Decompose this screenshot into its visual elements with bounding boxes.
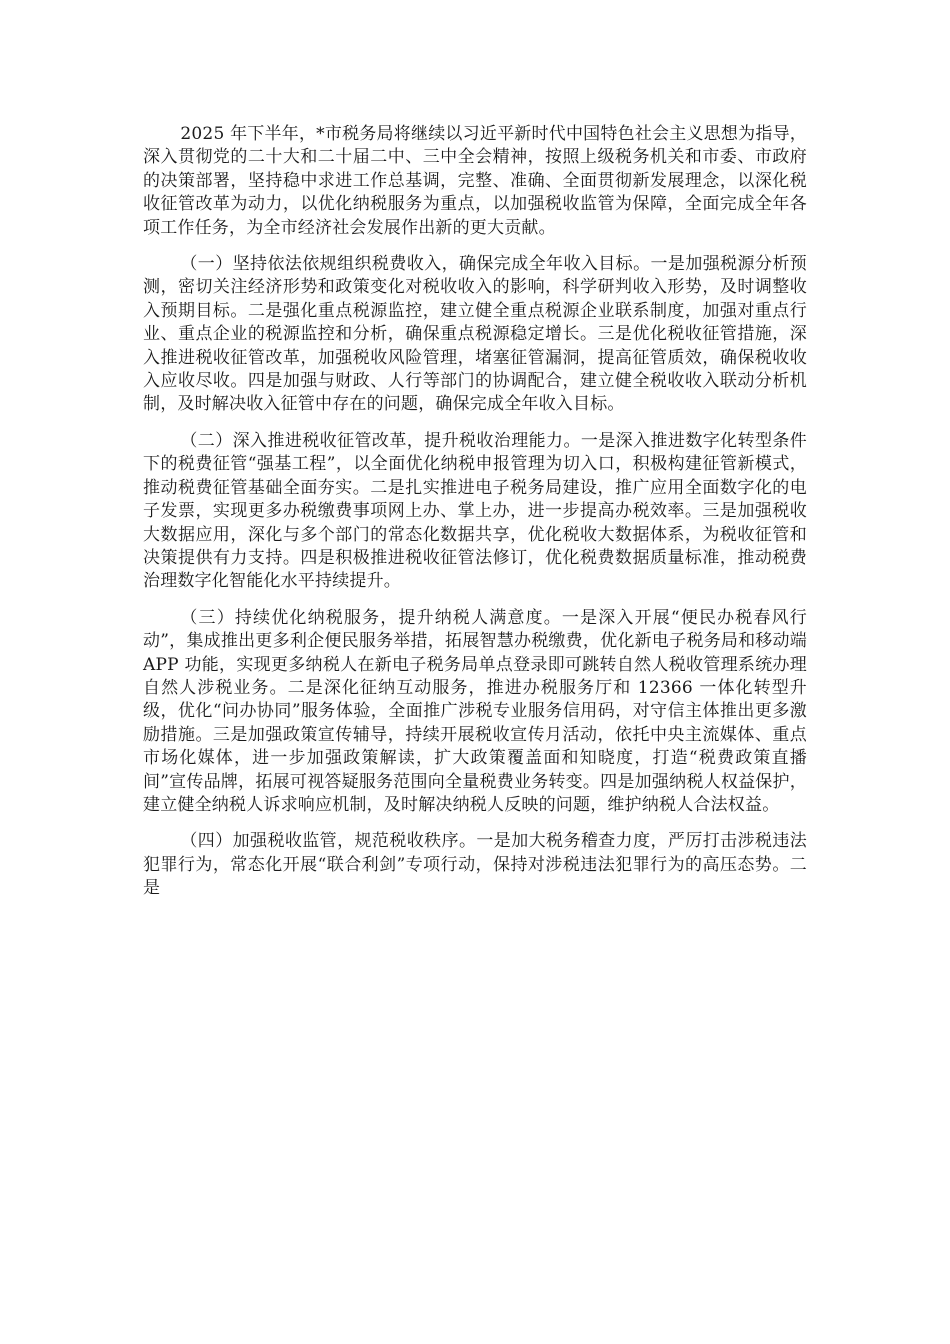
intro-paragraph: 2025 年下半年，*市税务局将继续以习近平新时代中国特色社会主义思想为指导，深入贯彻党的二十大和二十届二中、三中全会精神，按照上级税务机关和市委、市政府的决策部署，坚持稳中求进工作总基调，完整、准确、全面贯彻新发展理念，以深化税收征管改革为动力，以优化纳税服务为重点，以加强税收监管为保障，全面完成全年各项工作任务，为全市经济社会发展作出新的更大贡献。 [143, 124, 807, 238]
section-1-paragraph: （一）坚持依法依规组织税费收入，确保完成全年收入目标。一是加强税源分析预测，密切关注经济形势和政策变化对税收收入的影响，科学研判收入形势，及时调整收入预期目标。二是强化重点税源监控，建立健全重点税源企业联系制度，加强对重点行业、重点企业的税源监控和分析，确保重点税源稳定增长。三是优化税收征管措施，深入推进税收征管改革，加强税收风险管理，堵塞征管漏洞，提高征管质效，确保税收收入应收尽收。四是加强与财政、人行等部门的协调配合，建立健全税收收入联动分析机制，及时解决收入征管中存在的问题，确保完成全年收入目标。 [143, 254, 807, 415]
section-3-paragraph: （三）持续优化纳税服务，提升纳税人满意度。一是深入开展“便民办税春风行动”，集成推出更多利企便民服务举措，拓展智慧办税缴费，优化新电子税务局和移动端 APP 功能，实现更多纳税人在新电子税务局单点登录即可跳转自然人税收管理系统办理自然人涉税业务。二是深化征纳互动服务，推进办税服务厅和 12366 一体化转型升级，优化“问办协同”服务体验，全面推广涉税专业服务信用码，对守信主体推出更多激励措施。三是加强政策宣传辅导，持续开展税收宣传月活动，依托中央主流媒体、重点市场化媒体，进一步加强政策解读，扩大政策覆盖面和知晓度，打造“税费政策直播间”宣传品牌，拓展可视答疑服务范围向全量税费业务转变。四是加强纳税人权益保护，建立健全纳税人诉求响应机制，及时解决纳税人反映的问题，维护纳税人合法权益。 [143, 607, 807, 815]
document-body [143, 123, 807, 914]
section-4-paragraph: （四）加强税收监管，规范税收秩序。一是加大税务稽查力度，严厉打击涉税违法犯罪行为，常态化开展“联合利剑”专项行动，保持对涉税违法犯罪行为的高压态势。二是 [143, 831, 807, 899]
section-2-paragraph: （二）深入推进税收征管改革，提升税收治理能力。一是深入推进数字化转型条件下的税费征管“强基工程”，以全面优化纳税申报管理为切入口，积极构建征管新模式，推动税费征管基础全面夯实。二是扎实推进电子税务局建设，推广应用全面数字化的电子发票，实现更多办税缴费事项网上办、掌上办，进一步提高办税效率。三是加强税收大数据应用，深化与多个部门的常态化数据共享，优化税收大数据体系，为税收征管和决策提供有力支持。四是积极推进税收征管法修订，优化税费数据质量标准，推动税费治理数字化智能化水平持续提升。 [143, 430, 807, 592]
